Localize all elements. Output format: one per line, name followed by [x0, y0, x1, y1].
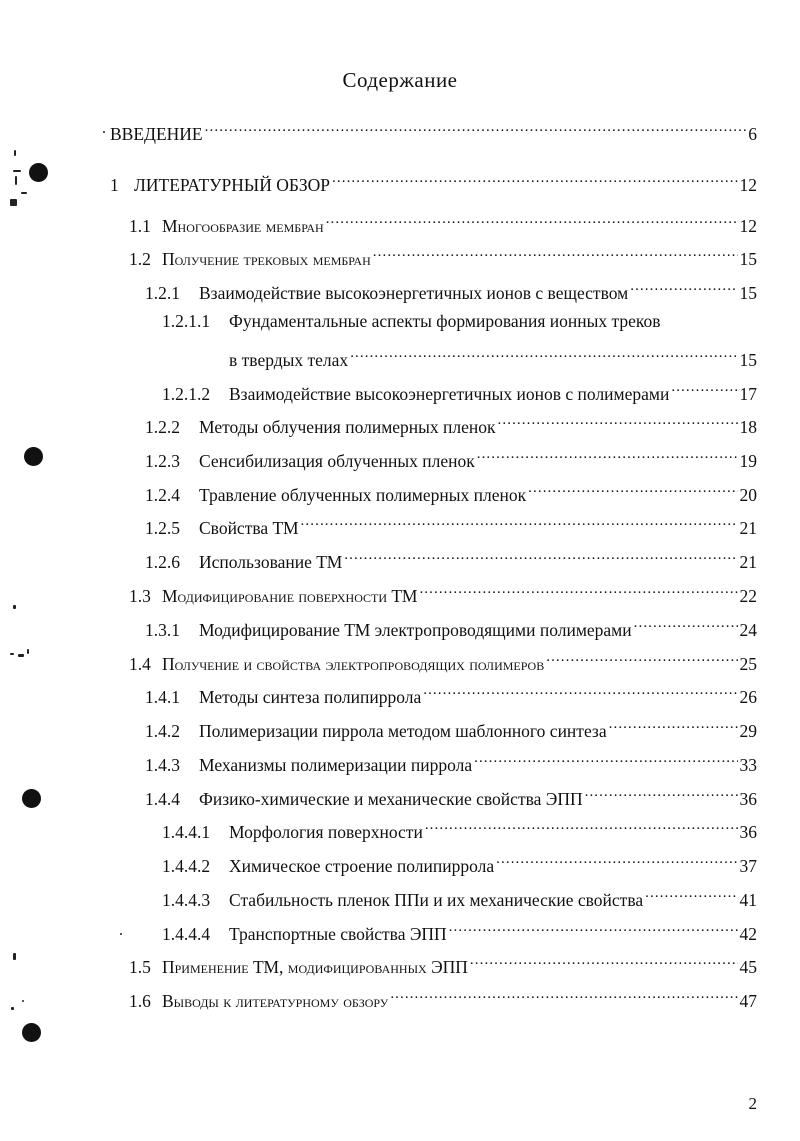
- toc-entry-number: 1.2.1.1: [162, 311, 211, 331]
- toc-entry-title: Механизмы полимеризации пиррола: [199, 755, 473, 775]
- toc-entry-page: 36: [739, 822, 757, 842]
- toc-entry-page: 21: [739, 518, 757, 538]
- scan-speck: [120, 933, 122, 935]
- toc-entry-1-1[interactable]: [129, 208, 757, 236]
- toc-entry-1-2-5[interactable]: [145, 510, 757, 538]
- toc-entry-page: 19: [739, 451, 757, 471]
- dot-leader: [449, 916, 738, 940]
- toc-entry-introduction[interactable]: [110, 116, 757, 144]
- toc-entry-number: 1.2.1.2: [162, 384, 211, 404]
- toc-entry-title-continuation: в твердых телах: [229, 350, 349, 370]
- dot-leader: [498, 409, 738, 433]
- toc-entry-title: Многообразие мембран: [162, 216, 324, 236]
- toc-entry-page: 24: [739, 620, 757, 640]
- toc-entry-page: 45: [739, 957, 757, 977]
- toc-entry-number: 1.4.1: [145, 687, 180, 707]
- scan-speck: [11, 1007, 14, 1010]
- toc-entry-1-4-4-2[interactable]: [162, 848, 757, 876]
- dot-leader: [332, 167, 737, 191]
- toc-entry-title: Полимеризации пиррола методом шаблонного синтеза: [199, 721, 607, 741]
- toc-entry-title: Применение ТМ, модифицированных ЭПП: [162, 957, 468, 977]
- toc-entry-number: 1.4.4: [145, 789, 180, 809]
- toc-entry-number: 1.3: [129, 586, 151, 606]
- toc-entry-1-4-1[interactable]: [145, 679, 757, 707]
- toc-entry-title: Сенсибилизация облученных пленок: [199, 451, 475, 471]
- toc-entry-number: 1.3.1: [145, 620, 180, 640]
- toc-entry-number: 1.2: [129, 249, 151, 269]
- dot-leader: [301, 510, 738, 534]
- dot-leader: [528, 477, 737, 501]
- toc-entry-number: 1.4.3: [145, 755, 180, 775]
- toc-entry-title: Методы облучения полимерных пленок: [199, 417, 496, 437]
- dot-leader: [205, 116, 747, 140]
- dot-leader: [496, 848, 737, 872]
- toc-entry-1-5[interactable]: [129, 949, 757, 977]
- toc-entry-page: 17: [739, 384, 757, 404]
- toc-entry-page: 25: [739, 654, 757, 674]
- scan-speck: [21, 192, 27, 194]
- toc-entry-page: 15: [739, 249, 757, 269]
- toc-entry-1-4-2[interactable]: [145, 713, 757, 741]
- scan-speck: [14, 150, 16, 156]
- dot-leader: [425, 814, 738, 838]
- toc-entry-number: 1.2.2: [145, 417, 180, 437]
- dot-leader: [344, 544, 737, 568]
- toc-entry-1-2-6[interactable]: [145, 544, 757, 572]
- dot-leader: [477, 443, 738, 467]
- toc-entry-number: 1.2.4: [145, 485, 180, 505]
- toc-entry-1-4-4-3[interactable]: [162, 882, 757, 910]
- scan-speck: [13, 170, 21, 172]
- toc-entry-number: 1.2.6: [145, 552, 180, 572]
- dot-leader: [390, 983, 737, 1007]
- page-title: Содержание: [342, 68, 458, 92]
- toc-entry-number: 1.2.3: [145, 451, 180, 471]
- dot-leader: [585, 781, 738, 805]
- toc-entry-1-3[interactable]: [129, 578, 757, 606]
- dot-leader: [645, 882, 737, 906]
- toc-entry-number: 1.5: [129, 957, 151, 977]
- dot-leader: [350, 342, 737, 366]
- toc-entry-1-4-4[interactable]: [145, 781, 757, 809]
- toc-entry-number: 1.6: [129, 991, 151, 1011]
- toc-entry-page: 12: [739, 175, 757, 195]
- toc-entry-page: 15: [739, 350, 757, 370]
- toc-entry-title: Модифицирование поверхности ТМ: [162, 586, 418, 606]
- toc-entry-title: Свойства ТМ: [199, 518, 299, 538]
- toc-entry-number: 1.4.4.2: [162, 856, 211, 876]
- dot-leader: [609, 713, 738, 737]
- toc-entry-1[interactable]: [110, 167, 757, 195]
- toc-entry-title: Химическое строение полипиррола: [229, 856, 495, 876]
- toc-entry-title: ЛИТЕРАТУРНЫЙ ОБЗОР: [134, 175, 331, 195]
- toc-entry-page: 37: [739, 856, 757, 876]
- punch-hole: [29, 163, 48, 182]
- punch-hole: [22, 1023, 41, 1042]
- toc-entry-1-2-3[interactable]: [145, 443, 757, 471]
- toc-entry-1-2-4[interactable]: [145, 477, 757, 505]
- scan-speck: [18, 654, 24, 657]
- toc-entry-page: 33: [739, 755, 757, 775]
- punch-hole: [24, 447, 43, 466]
- toc-entry-page: 12: [739, 216, 757, 236]
- toc-entry-page: 18: [739, 417, 757, 437]
- toc-entry-title: Использование ТМ: [199, 552, 343, 572]
- toc-entry-number: 1.4.4.1: [162, 822, 211, 842]
- toc-entry-page: 41: [739, 890, 757, 910]
- toc-entry-page: 20: [739, 485, 757, 505]
- dot-leader: [470, 949, 738, 973]
- toc-entry-title: ВВЕДЕНИЕ: [110, 124, 203, 144]
- toc-entry-page: 26: [739, 687, 757, 707]
- scan-speck: [10, 199, 17, 206]
- toc-entry-title: Взаимодействие высокоэнергетичных ионов с полимерами: [229, 384, 670, 404]
- toc-entry-title: Травление облученных полимерных пленок: [199, 485, 527, 505]
- scan-speck: [103, 131, 105, 133]
- toc-entry-1-2-2[interactable]: [145, 409, 757, 437]
- toc-entry-1-6[interactable]: [129, 983, 757, 1011]
- toc-entry-title: Модифицирование ТМ электропроводящими полимерами: [199, 620, 632, 640]
- toc-entry-title: Физико-химические и механические свойства ЭПП: [199, 789, 583, 809]
- toc-entry-number: 1.4: [129, 654, 151, 674]
- toc-entry-title: Транспортные свойства ЭПП: [229, 924, 447, 944]
- toc-entry-page: 47: [739, 991, 757, 1011]
- toc-entry-1-4-3[interactable]: [145, 747, 757, 775]
- toc-entry-1-2-1-1[interactable]: [162, 309, 661, 333]
- dot-leader: [546, 646, 737, 670]
- toc-entry-title: Взаимодействие высокоэнергетичных ионов с веществом: [199, 283, 629, 303]
- toc-entry-1-4-4-4[interactable]: [162, 916, 757, 944]
- scan-speck: [13, 605, 16, 609]
- toc-entry-page: 15: [739, 283, 757, 303]
- toc-entry-1-4[interactable]: [129, 646, 757, 674]
- punch-hole: [22, 789, 41, 808]
- toc-entry-title: Стабильность пленок ППи и их механические свойства: [229, 890, 644, 910]
- toc-entry-number: 1.4.2: [145, 721, 180, 741]
- dot-leader: [474, 747, 737, 771]
- toc-entry-1-2-1[interactable]: [145, 275, 757, 303]
- toc-entry-title: Методы синтеза полипиррола: [199, 687, 422, 707]
- toc-entry-page: 36: [739, 789, 757, 809]
- dot-leader: [423, 679, 737, 703]
- toc-entry-title: Получение трековых мембран: [162, 249, 371, 269]
- dot-leader: [671, 376, 737, 400]
- dot-leader: [419, 578, 737, 602]
- scan-speck: [27, 649, 29, 654]
- toc-entry-page: 21: [739, 552, 757, 572]
- toc-entry-title: Выводы к литературному обзору: [162, 991, 389, 1011]
- scan-speck: [15, 176, 17, 185]
- toc-entry-title: Получение и свойства электропроводящих полимеров: [162, 654, 545, 674]
- toc-entry-page: 6: [748, 124, 757, 144]
- toc-entry-number: 1.4.4.4: [162, 924, 211, 944]
- toc-entry-number: 1.2.1: [145, 283, 180, 303]
- page-number: 2: [748, 1094, 757, 1113]
- toc-entry-1-2[interactable]: [129, 241, 757, 269]
- scan-speck: [13, 953, 16, 960]
- toc-entry-number: 1: [110, 175, 119, 195]
- dot-leader: [373, 241, 738, 265]
- toc-entry-1-3-1[interactable]: [145, 612, 757, 640]
- scan-speck: [10, 653, 14, 655]
- toc-entry-title: Морфология поверхности: [229, 822, 423, 842]
- dot-leader: [326, 208, 738, 232]
- toc-entry-title: Фундаментальные аспекты формирования ионных треков: [229, 311, 661, 331]
- toc-entry-number: 1.2.5: [145, 518, 180, 538]
- toc-entry-1-2-1-1-continuation[interactable]: [229, 342, 757, 370]
- toc-entry-1-2-1-2[interactable]: [162, 376, 757, 404]
- toc-entry-1-4-4-1[interactable]: [162, 814, 757, 842]
- scan-speck: [22, 1000, 24, 1002]
- toc-entry-number: 1.4.4.3: [162, 890, 211, 910]
- toc-entry-page: 22: [739, 586, 757, 606]
- dot-leader: [634, 612, 738, 636]
- toc-entry-page: 29: [739, 721, 757, 741]
- toc-entry-page: 42: [739, 924, 757, 944]
- toc-entry-number: 1.1: [129, 216, 151, 236]
- dot-leader: [630, 275, 737, 299]
